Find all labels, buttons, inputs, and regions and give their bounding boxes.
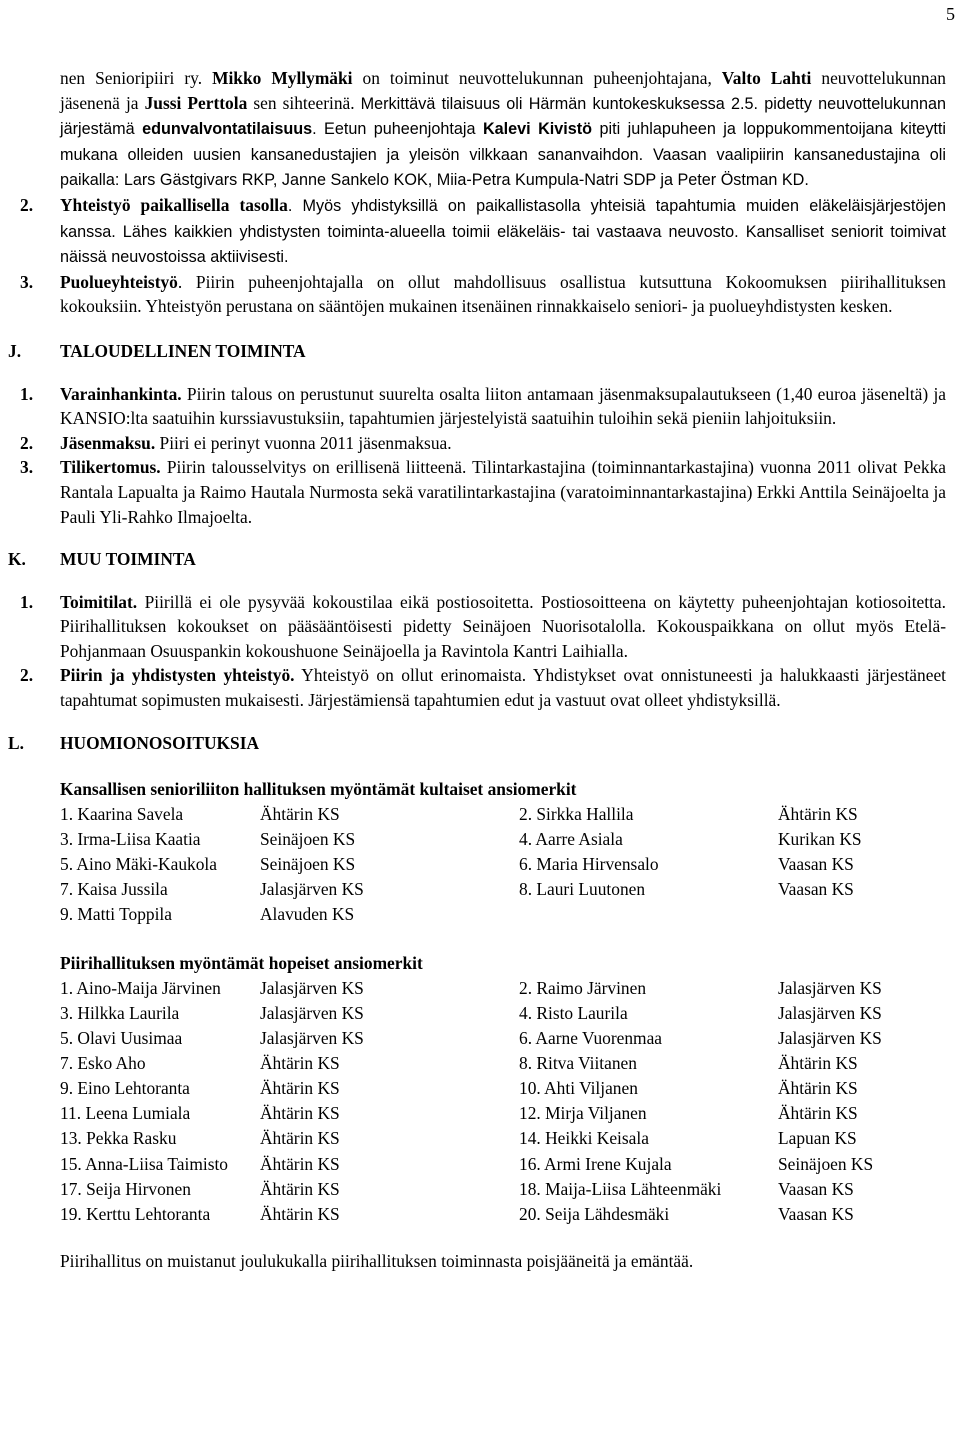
- award-recipient: 20. Seija Lähdesmäki: [519, 1203, 670, 1224]
- intro-sans-bold: edunvalvontatilaisuus: [142, 120, 313, 139]
- intro-name: Valto Lahti: [721, 68, 812, 88]
- list-item-jasenmaksu: [20, 431, 946, 456]
- intro-sans-text: Merkittävä tilaisuus oli Härmän kuntokeskuksessa 2.5. pidetty neuvottelukunnan järjestämä: [60, 94, 946, 139]
- award-association: Jalasjärven KS: [778, 977, 882, 998]
- award-recipient: 10. Ahti Viljanen: [519, 1078, 638, 1099]
- intro-text: on toiminut neuvottelukunnan puheenjohtajana,: [352, 68, 722, 88]
- award-recipient: 16. Armi Irene Kujala: [519, 1153, 672, 1174]
- item-text: Yhteistyö on ollut erinomaista. Yhdistykset ovat onnistuneesti ja halukkaasti järjestäneet tapahtumat sopimusten mukaisesti. Järjestämiensä tapahtumien edut ja vastuut ovat olleet yhdistyksillä.: [60, 665, 946, 711]
- item-number: 2.: [20, 665, 34, 686]
- item-title: Jäsenmaksu.: [60, 432, 156, 453]
- award-association: Ähtärin KS: [260, 1178, 340, 1199]
- item-title: Varainhankinta.: [60, 383, 182, 404]
- award-recipient: 6. Aarne Vuorenmaa: [519, 1028, 663, 1049]
- section-title: TALOUDELLINEN TOIMINTA: [60, 340, 306, 361]
- award-association: Jalasjärven KS: [260, 1028, 364, 1049]
- table-row: [60, 976, 946, 1001]
- award-recipient: 4. Risto Laurila: [519, 1003, 628, 1023]
- award-recipient: 4. Aarre Asiala: [519, 828, 623, 849]
- award-association: Ähtärin KS: [260, 1053, 340, 1074]
- table-row: [60, 1026, 946, 1051]
- award-association: Jalasjärven KS: [778, 1003, 882, 1023]
- award-association: Lapuan KS: [778, 1128, 857, 1149]
- award-recipient: 7. Kaisa Jussila: [60, 879, 168, 900]
- item-title: Tilikertomus.: [60, 457, 161, 478]
- table-row: [60, 1152, 946, 1177]
- award-association: [778, 902, 946, 927]
- table-row: [60, 1202, 946, 1227]
- award-association: Ähtärin KS: [778, 803, 858, 824]
- section-heading-k: [8, 547, 946, 572]
- table-row: [60, 1126, 946, 1151]
- award-recipient: 14. Heikki Keisala: [519, 1128, 649, 1149]
- award-association: Jalasjärven KS: [260, 1003, 364, 1023]
- table-row: [60, 902, 946, 927]
- award-recipient: 18. Maija-Liisa Lähteenmäki: [519, 1178, 722, 1199]
- item-title: Piirin ja yhdistysten yhteistyö.: [60, 665, 295, 686]
- award-association: Seinäjoen KS: [260, 828, 356, 849]
- item-number: 2.: [20, 432, 34, 453]
- item-text: Piirin talousselvitys on erillisenä liitteenä. Tilintarkastajina (toiminnantarkastajina) vuonna 2011 olivat Pekka Rantala Lapualta ja Raimo Hautala Nurmosta sekä varatilintarkastajina (varatoiminnantarkastajina) Erkki Anttila Seinäjoelta ja Pauli Yli-Rahko Ilmajoelta.: [60, 457, 946, 527]
- item-text: Piiri ei perinyt vuonna 2011 jäsenmaksua.: [155, 432, 452, 453]
- list-item-toimitilat: [20, 590, 946, 664]
- award-recipient: 1. Aino-Maija Järvinen: [60, 977, 221, 998]
- item-title: Puolueyhteistyö: [60, 271, 178, 292]
- award-recipient: 9. Matti Toppila: [60, 904, 172, 925]
- item-text: . Myös yhdistyksillä on paikallistasolla yhteisiä tapahtumia muiden eläkeläisjärjestöjen kanssa. Lähes kaikkien yhdistysten toiminta-alueella toimii eläkeläis- tai vastaava neuvosto. Kansalliset seniorit toimivat näissä neuvostoissa aktiivisesti.: [60, 196, 947, 267]
- item-title: Yhteistyö paikallisella tasolla: [60, 194, 288, 215]
- award-association: Vaasan KS: [778, 854, 854, 875]
- award-recipient: 17. Seija Hirvonen: [60, 1178, 191, 1199]
- award-association: Ähtärin KS: [260, 1153, 340, 1174]
- award-recipient: 3. Hilkka Laurila: [60, 1003, 180, 1023]
- award-recipient: 6. Maria Hirvensalo: [519, 854, 659, 875]
- award-recipient: 9. Eino Lehtoranta: [60, 1078, 190, 1099]
- award-recipient: 15. Anna-Liisa Taimisto: [60, 1153, 229, 1174]
- page-number: 5: [946, 4, 955, 24]
- section-heading-j: [8, 339, 946, 364]
- table-row: [60, 1051, 946, 1076]
- award-association: Ähtärin KS: [260, 1203, 340, 1224]
- section-letter: K.: [8, 549, 26, 570]
- award-association: Ähtärin KS: [778, 1053, 858, 1074]
- award-association: Jalasjärven KS: [260, 879, 364, 900]
- section-letter: J.: [8, 340, 22, 361]
- award-recipient: 19. Kerttu Lehtoranta: [60, 1203, 211, 1224]
- award-association: Ähtärin KS: [778, 1103, 858, 1124]
- intro-text: neuvottelukunnan jäsenenä ja: [60, 68, 946, 113]
- section-title: MUU TOIMINTA: [60, 549, 196, 570]
- award-recipient: 2. Raimo Järvinen: [519, 977, 647, 998]
- intro-sans-text: . Eetun puheenjohtaja: [312, 120, 483, 139]
- intro-text: nen Senioripiiri ry.: [60, 68, 213, 88]
- closing-note: Piirihallitus on muistanut joulukukalla piirihallituksen toiminnasta poisjääneitä ja emäntää.: [60, 1250, 694, 1271]
- award-recipient: 11. Leena Lumiala: [60, 1103, 191, 1124]
- award-recipient: 3. Irma-Liisa Kaatia: [60, 828, 201, 849]
- item-number: 1.: [20, 383, 34, 404]
- award-recipient: [519, 902, 778, 927]
- award-association: Ähtärin KS: [260, 803, 340, 824]
- item-number: 3.: [20, 271, 34, 292]
- award-association: Ähtärin KS: [260, 1078, 340, 1099]
- award-association: Seinäjoen KS: [778, 1153, 874, 1174]
- award-recipient: 8. Lauri Luutonen: [519, 879, 646, 900]
- list-item-yhdistysten-yhteistyo: [20, 663, 946, 712]
- item-number: 2.: [20, 194, 34, 215]
- award-association: Ähtärin KS: [778, 1078, 858, 1099]
- table-row: [60, 1177, 946, 1202]
- award-recipient: 2. Sirkka Hallila: [519, 803, 634, 824]
- award-recipient: 5. Aino Mäki-Kaukola: [60, 854, 217, 875]
- award-association: Kurikan KS: [778, 828, 862, 849]
- list-item-puolueyhteistyo: [20, 270, 946, 319]
- section-title: HUOMIONOSOITUKSIA: [60, 732, 260, 753]
- intro-text: sen sihteerinä.: [247, 92, 361, 113]
- award-association: Vaasan KS: [778, 1203, 854, 1224]
- item-text: . Piirin puheenjohtajalla on ollut mahdollisuus osallistua kutsuttuna Kokoomuksen piirihallituksen kokouksiin. Yhteistyön perustana on sääntöjen mukainen itsenäinen rinnakkaiselo seniori- ja puolueyhdistysten kesken.: [60, 271, 946, 317]
- award-recipient: 1. Kaarina Savela: [60, 803, 184, 824]
- table-row: [60, 877, 946, 902]
- list-item-tilikertomus: [20, 455, 946, 529]
- intro-paragraph: [60, 66, 946, 193]
- award-recipient: 8. Ritva Viitanen: [519, 1053, 637, 1074]
- intro-name: Mikko Myllymäki: [212, 68, 353, 88]
- item-number: 3.: [20, 457, 34, 478]
- award-association: Jalasjärven KS: [260, 977, 364, 998]
- award-association: Ähtärin KS: [260, 1103, 340, 1124]
- gold-awards-heading: Kansallisen senioriliiton hallituksen myöntämät kultaiset ansiomerkit: [60, 779, 577, 800]
- list-item-yhteistyo: [20, 193, 947, 270]
- silver-awards-heading: Piirihallituksen myöntämät hopeiset ansiomerkit: [60, 953, 423, 974]
- silver-awards-table: [60, 976, 946, 1227]
- table-row: [60, 802, 946, 827]
- award-recipient: 12. Mirja Viljanen: [519, 1103, 647, 1124]
- table-row: [60, 827, 946, 852]
- intro-name: Jussi Perttola: [144, 92, 248, 113]
- item-text: Piirillä ei ole pysyvää kokoustilaa eikä postiosoitetta. Postiosoitteena on käytetty puheenjohtajan kotiosoitetta. Piirihallituksen kokoukset on pääsääntöisesti pidetty Seinäjoen Nuorisotalolla. Kokouspaikkana on ollut myös Etelä-Pohjanmaan Osuuspankin kokoushuone Seinäjoella ja Ravintola Kantri Laihialla.: [60, 591, 946, 661]
- award-association: Alavuden KS: [260, 904, 355, 925]
- table-row: [60, 1001, 946, 1026]
- award-association: Jalasjärven KS: [778, 1028, 882, 1049]
- award-association: Seinäjoen KS: [260, 854, 356, 875]
- intro-sans-text: piti juhlapuheen ja loppukommentoijana kiteytti mukana olleiden uusien kansanedustajien ja yleisön vilkkaan sananvaihdon. Vaasan vaalipiirin kansanedustajina oli paikalla: Lars Gästgivars RKP, Janne Sankelo KOK, Miia-Petra Kumpula-Natri SDP ja Peter Östman KD.: [60, 120, 946, 190]
- table-row: [60, 1076, 946, 1101]
- gold-awards-table: [60, 802, 946, 927]
- item-number: 1.: [20, 591, 34, 612]
- item-text: Piirin talous on perustunut suurelta osalta liiton antamaan jäsenmaksupalautukseen (1,40 euroa jäseneltä) ja KANSIO:lta saatuihin kurssiavustuksiin, tapahtumien järjestelyistä saatuihin tuloihin sekä pieniin lahjoituksiin.: [60, 383, 946, 429]
- award-recipient: 5. Olavi Uusimaa: [60, 1028, 183, 1049]
- award-association: Vaasan KS: [778, 1178, 854, 1199]
- section-letter: L.: [8, 732, 24, 753]
- table-row: [60, 1101, 946, 1126]
- document-body: [8, 66, 947, 1273]
- award-recipient: 13. Pekka Rasku: [60, 1128, 177, 1149]
- section-heading-l: [8, 731, 946, 756]
- award-association: Vaasan KS: [778, 879, 854, 900]
- item-title: Toimitilat.: [60, 591, 138, 612]
- award-association: Ähtärin KS: [260, 1128, 340, 1149]
- intro-sans-bold: Kalevi Kivistö: [482, 120, 593, 139]
- award-recipient: 7. Esko Aho: [60, 1053, 146, 1074]
- table-row: [60, 852, 946, 877]
- list-item-varainhankinta: [20, 382, 946, 431]
